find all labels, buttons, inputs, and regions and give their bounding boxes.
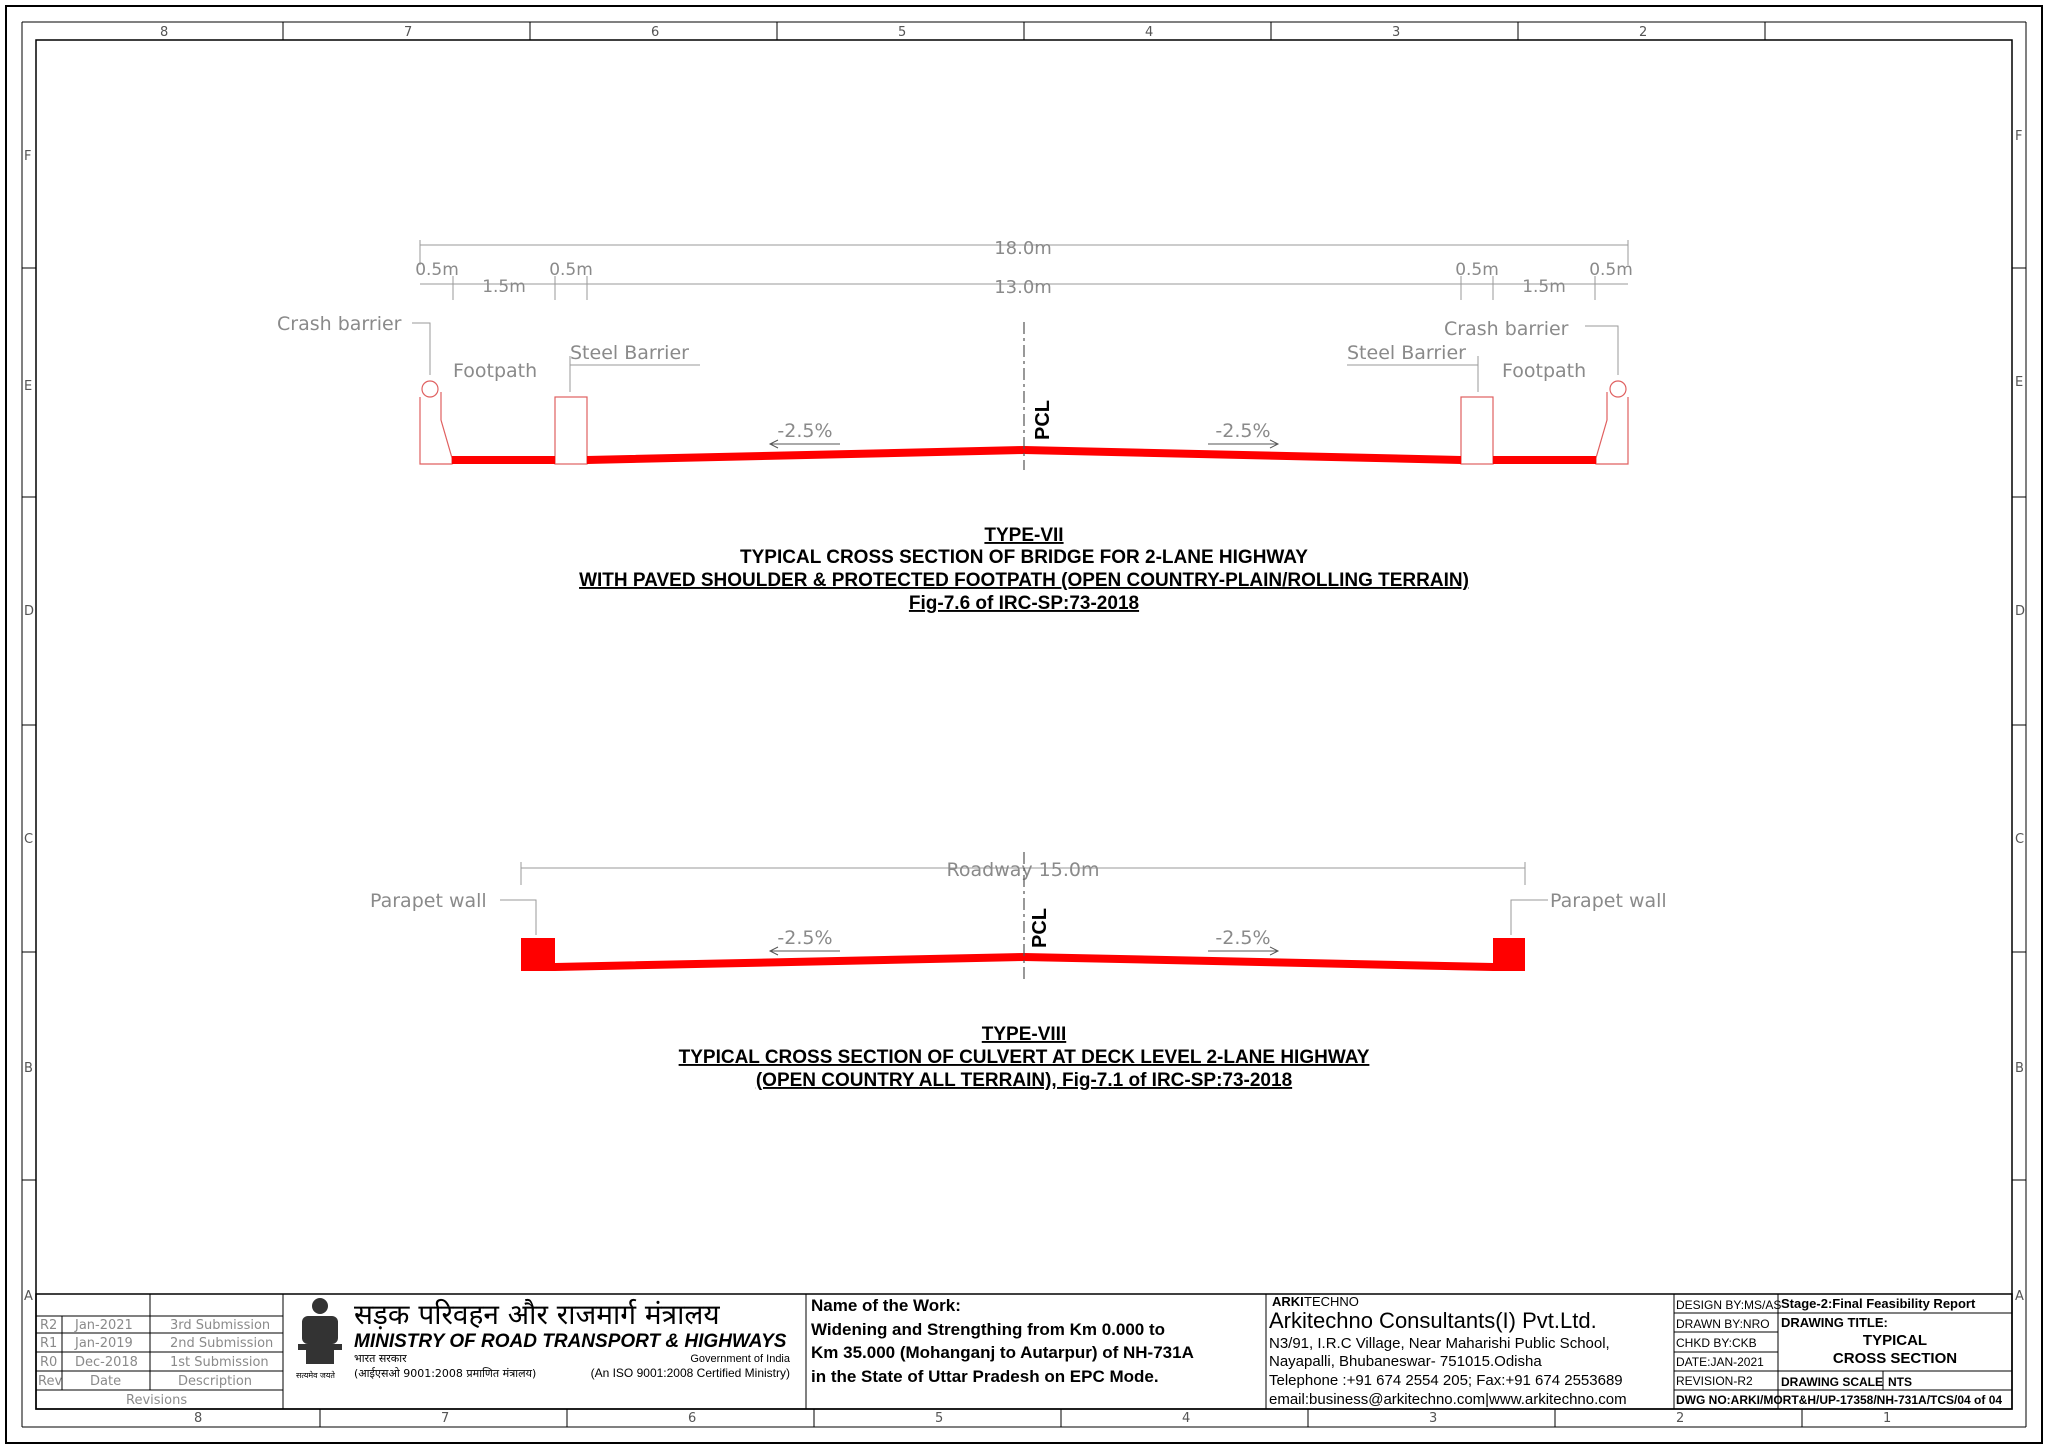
row-labels-left [24, 149, 34, 1304]
date: DATE:JAN-2021 [1676, 1355, 1764, 1369]
consultant-email: email:business@arkitechno.com|www.arkitechno.com [1269, 1391, 1627, 1408]
row-label: F [24, 149, 32, 164]
title-block [36, 1294, 2012, 1409]
label-parapet-left: Parapet wall [370, 890, 487, 912]
revision-row [40, 1336, 273, 1351]
revision-row [40, 1318, 270, 1333]
revisions-table [38, 1318, 273, 1408]
emblem-icon [298, 1298, 342, 1364]
dim-carriageway: 13.0m [994, 277, 1052, 298]
drawing-title-line1: TYPICAL [1862, 1332, 1928, 1349]
label-crash-barrier-right: Crash barrier [1444, 318, 1569, 340]
row-label: B [2015, 1061, 2024, 1076]
rev-date: Jan-2021 [75, 1318, 133, 1333]
col-label: 8 [160, 25, 169, 40]
section-type-vii [277, 238, 1633, 614]
col-label: 8 [194, 1411, 203, 1426]
label-pcl: PCL [1032, 400, 1054, 440]
chkd-by: CHKD BY:CKB [1676, 1336, 1757, 1350]
ministry-block [296, 1298, 791, 1380]
dim-left-footpath: 1.5m [482, 277, 526, 297]
label-slope-right: -2.5% [1215, 420, 1271, 442]
title-line: Fig-7.6 of IRC-SP:73-2018 [908, 593, 1140, 614]
rev-date: Dec-2018 [75, 1355, 138, 1370]
rev-header-desc: Description [178, 1374, 253, 1389]
ministry-english-title: MINISTRY OF ROAD TRANSPORT & HIGHWAYS [354, 1331, 787, 1352]
brand-techno: TECHNO [1304, 1294, 1359, 1309]
col-label: 7 [404, 25, 413, 40]
drawn-by: DRAWN BY:NRO [1676, 1317, 1770, 1331]
consultant-block [1269, 1294, 1627, 1408]
drawing-title-line2: CROSS SECTION [1832, 1350, 1958, 1367]
row-label: F [2015, 129, 2023, 144]
label-crash-barrier-left: Crash barrier [277, 313, 402, 335]
motto: सत्यमेव जयते [296, 1371, 335, 1380]
col-label: 2 [1676, 1411, 1685, 1426]
rev-desc: 1st Submission [170, 1355, 269, 1370]
label-footpath-left: Footpath [453, 360, 538, 382]
work-line: Widening and Strengthing from Km 0.000 to [811, 1320, 1166, 1339]
title-line: TYPE-VIII [981, 1024, 1067, 1045]
ministry-iso: (An ISO 9001:2008 Certified Ministry) [590, 1366, 790, 1380]
work-heading: Name of the Work: [811, 1296, 961, 1315]
row-label: A [2015, 1289, 2024, 1304]
scale-value: NTS [1888, 1375, 1912, 1389]
label-steel-barrier-right: Steel Barrier [1347, 342, 1466, 364]
col-label: 5 [935, 1411, 944, 1426]
row-label: D [24, 604, 35, 619]
brand-arki: ARKI [1272, 1294, 1304, 1309]
label-slope-left-2: -2.5% [777, 927, 833, 949]
label-slope-right-2: -2.5% [1215, 927, 1271, 949]
rev-date: Jan-2019 [75, 1336, 133, 1351]
row-label: B [24, 1061, 33, 1076]
work-block [811, 1296, 1194, 1386]
col-label: 6 [651, 25, 660, 40]
ministry-gov: Government of India [690, 1353, 790, 1365]
dwg-no: DWG NO:ARKI/MORT&H/UP-17358/NH-731A/TCS/04 of 04 [1676, 1393, 2003, 1407]
stage: Stage-2:Final Feasibility Report [1781, 1296, 1976, 1311]
label-parapet-right: Parapet wall [1550, 890, 1667, 912]
col-label: 4 [1182, 1411, 1191, 1426]
title-line: (OPEN COUNTRY ALL TERRAIN), Fig-7.1 of IRC-SP:73-2018 [755, 1070, 1293, 1091]
title-line: TYPICAL CROSS SECTION OF CULVERT AT DECK LEVEL 2-LANE HIGHWAY [678, 1047, 1370, 1068]
row-label: E [2015, 375, 2024, 390]
column-labels-top [160, 25, 1647, 40]
dim-right-footpath: 1.5m [1522, 277, 1566, 297]
row-label: E [24, 379, 33, 394]
col-label: 3 [1392, 25, 1401, 40]
outer-frame [6, 6, 2042, 1443]
rev-header-rev: Rev [38, 1374, 63, 1389]
col-label: 4 [1145, 25, 1154, 40]
rev-caption: Revisions [126, 1393, 188, 1408]
work-line: in the State of Uttar Pradesh on EPC Mode. [811, 1367, 1159, 1386]
rev-code: R1 [40, 1336, 58, 1351]
title-type-vii [579, 525, 1469, 614]
dim-total: 18.0m [994, 238, 1052, 259]
ministry-hindi-title: सड़क परिवहन और राजमार्ग मंत्रालय [354, 1298, 720, 1331]
rev-desc: 3rd Submission [170, 1318, 271, 1333]
drawing-title-label: DRAWING TITLE: [1781, 1315, 1888, 1330]
row-label: A [24, 1289, 33, 1304]
row-label: C [2015, 832, 2025, 847]
row-label: C [24, 832, 34, 847]
ministry-hindi-gov: भारत सरकार [354, 1352, 407, 1365]
dim-right-steel: 0.5m [1455, 260, 1499, 280]
label-slope-left: -2.5% [777, 420, 833, 442]
title-type-viii [679, 1024, 1370, 1091]
revision: REVISION-R2 [1676, 1374, 1753, 1388]
row-labels-right [2015, 129, 2025, 1304]
rev-code: R2 [40, 1318, 58, 1333]
title-line: TYPICAL CROSS SECTION OF BRIDGE FOR 2-LANE HIGHWAY [740, 547, 1308, 568]
consultant-name: Arkitechno Consultants(I) Pvt.Ltd. [1269, 1308, 1597, 1333]
dim-right-barrier: 0.5m [1589, 260, 1633, 280]
title-line: WITH PAVED SHOULDER & PROTECTED FOOTPATH (OPEN COUNTRY-PLAIN/ROLLING TERRAIN) [579, 570, 1469, 591]
row-label: D [2015, 604, 2026, 619]
rev-code: R0 [40, 1355, 58, 1370]
scale-label: DRAWING SCALE [1781, 1375, 1883, 1389]
label-pcl-2: PCL [1029, 908, 1051, 948]
col-label: 7 [441, 1411, 450, 1426]
dim-roadway: Roadway 15.0m [946, 859, 1100, 881]
col-label: 1 [1883, 1411, 1892, 1426]
section-type-viii [370, 852, 1667, 1091]
title-line: TYPE-VII [984, 525, 1064, 546]
label-footpath-right: Footpath [1502, 360, 1587, 382]
consultant-phone: Telephone :+91 674 2554 205; Fax:+91 674 2553689 [1269, 1372, 1623, 1389]
rev-header-date: Date [90, 1374, 122, 1389]
dim-left-steel: 0.5m [549, 260, 593, 280]
col-label: 5 [898, 25, 907, 40]
col-label: 3 [1429, 1411, 1438, 1426]
revision-row [40, 1355, 269, 1370]
col-label: 2 [1639, 25, 1648, 40]
design-by: DESIGN BY:MS/AS [1676, 1298, 1782, 1312]
consultant-address1: N3/91, I.R.C Village, Near Maharishi Public School, [1269, 1335, 1610, 1352]
ministry-hindi-iso: (आईएसओ 9001:2008 प्रमाणित मंत्रालय) [354, 1367, 537, 1380]
work-line: Km 35.000 (Mohanganj to Autarpur) of NH-731A [811, 1343, 1194, 1362]
column-labels-bottom [194, 1411, 1891, 1426]
dim-left-barrier: 0.5m [415, 260, 459, 280]
rev-desc: 2nd Submission [170, 1336, 274, 1351]
consultant-address2: Nayapalli, Bhubaneswar- 751015.Odisha [1269, 1353, 1542, 1370]
label-steel-barrier-left: Steel Barrier [570, 342, 689, 364]
col-label: 6 [688, 1411, 697, 1426]
